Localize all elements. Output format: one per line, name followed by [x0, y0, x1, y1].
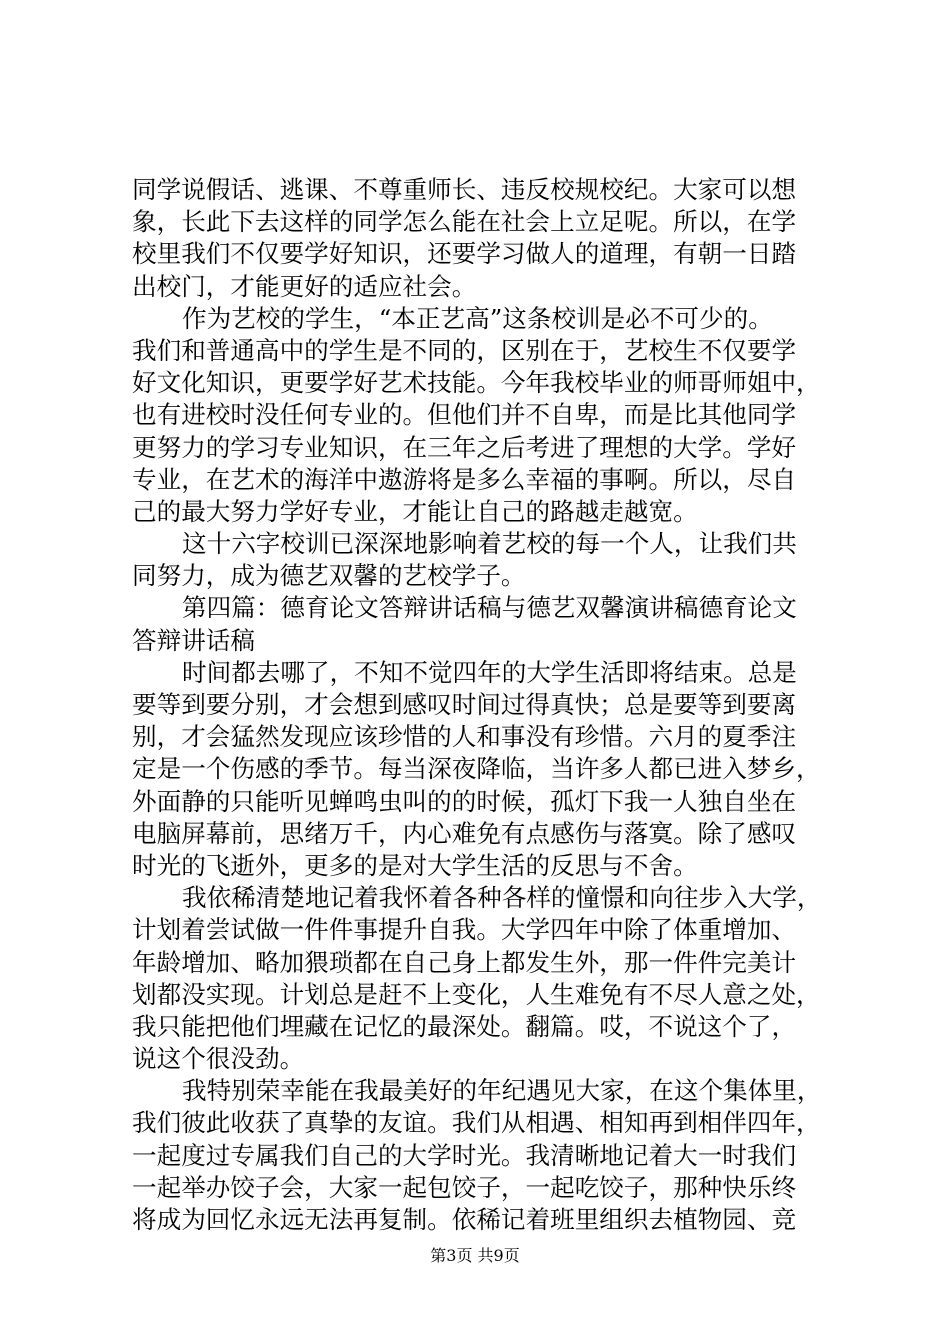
text-line: 也有进校时没任何专业的。但他们并不自卑，而是比其他同学: [132, 400, 797, 430]
text-line: 作为艺校的学生，“本正艺高”这条校训是必不可少的。: [182, 303, 773, 333]
text-line: 时间都去哪了，不知不觉四年的大学生活即将结束。总是: [182, 657, 797, 687]
text-line: 一起举办饺子会，大家一起包饺子，一起吃饺子，那种快乐终: [132, 1172, 797, 1202]
text-line: 校里我们不仅要学好知识，还要学习做人的道理，有朝一日踏: [132, 239, 797, 269]
text-line: 外面静的只能听见蝉鸣虫叫的的时候，孤灯下我一人独自坐在: [132, 786, 797, 816]
text-line: 说这个很没劲。: [132, 1044, 305, 1074]
page-number-label: 第3页 共9页: [430, 1246, 520, 1265]
text-line: 我依稀清楚地记着我怀着各种各样的憧憬和向往步入大学，: [182, 883, 822, 913]
text-line: 答辩讲话稿: [132, 625, 255, 655]
text-line: 定是一个伤感的季节。每当深夜降临，当许多人都已进入梦乡，: [132, 754, 821, 784]
text-line: 我特别荣幸能在我最美好的年纪遇见大家，在这个集体里，: [182, 1076, 822, 1106]
text-line: 划都没实现。计划总是赶不上变化，人生难免有不尽人意之处，: [132, 979, 821, 1009]
text-line: 第四篇：德育论文答辩讲话稿与德艺双馨演讲稿德育论文: [182, 593, 797, 623]
text-line: 将成为回忆永远无法再复制。依稀记着班里组织去植物园、竞: [132, 1205, 797, 1234]
text-line: 象，长此下去这样的同学怎么能在社会上立足呢。所以，在学: [132, 207, 797, 237]
paragraph: [132, 174, 832, 303]
text-line: 好文化知识，更要学好艺术技能。今年我校毕业的师哥师姐中，: [132, 368, 821, 398]
text-line: 我们彼此收获了真挚的友谊。我们从相遇、相知再到相伴四年，: [132, 1108, 821, 1138]
text-line: 要等到要分别，才会想到感叹时间过得真快；总是要等到要离: [132, 690, 797, 719]
text-line: 同努力，成为德艺双馨的艺校学子。: [132, 561, 526, 591]
text-line: 这十六字校训已深深地影响着艺校的每一个人，让我们共: [182, 529, 797, 559]
text-line: 别，才会猛然发现应该珍惜的人和事没有珍惜。六月的夏季注: [132, 722, 797, 752]
text-line: 同学说假话、逃课、不尊重师长、违反校规校纪。大家可以想: [132, 175, 797, 204]
paragraph: [132, 592, 832, 656]
text-line: 电脑屏幕前，思绪万千，内心难免有点感伤与落寞。除了感叹: [132, 818, 797, 848]
paragraph: [132, 657, 832, 882]
text-line: 计划着尝试做一件件事提升自我。大学四年中除了体重增加、: [132, 915, 797, 945]
paragraph: [132, 1075, 832, 1236]
paragraph: [132, 882, 832, 1075]
text-line: 我只能把他们埋藏在记忆的最深处。翻篇。哎，不说这个了，: [132, 1011, 797, 1041]
text-line: 一起度过专属我们自己的大学时光。我清晰地记着大一时我们: [132, 1140, 797, 1170]
text-line: 出校门，才能更好的适应社会。: [132, 271, 477, 301]
text-line: 我们和普通高中的学生是不同的，区别在于，艺校生不仅要学: [132, 335, 797, 365]
text-line: 时光的飞逝外，更多的是对大学生活的反思与不舍。: [132, 850, 698, 880]
document-body: [132, 174, 832, 1236]
page-footer: [0, 1246, 950, 1266]
text-line: 年龄增加、略加猥琐都在自己身上都发生外，那一件件完美计: [132, 947, 797, 977]
paragraph: [132, 303, 832, 528]
text-line: 更努力的学习专业知识，在三年之后考进了理想的大学。学好: [132, 432, 797, 462]
text-line: 己的最大努力学好专业，才能让自己的路越走越宽。: [132, 496, 698, 526]
paragraph: [132, 528, 832, 592]
text-line: 专业，在艺术的海洋中遨游将是多么幸福的事啊。所以，尽自: [132, 464, 797, 494]
